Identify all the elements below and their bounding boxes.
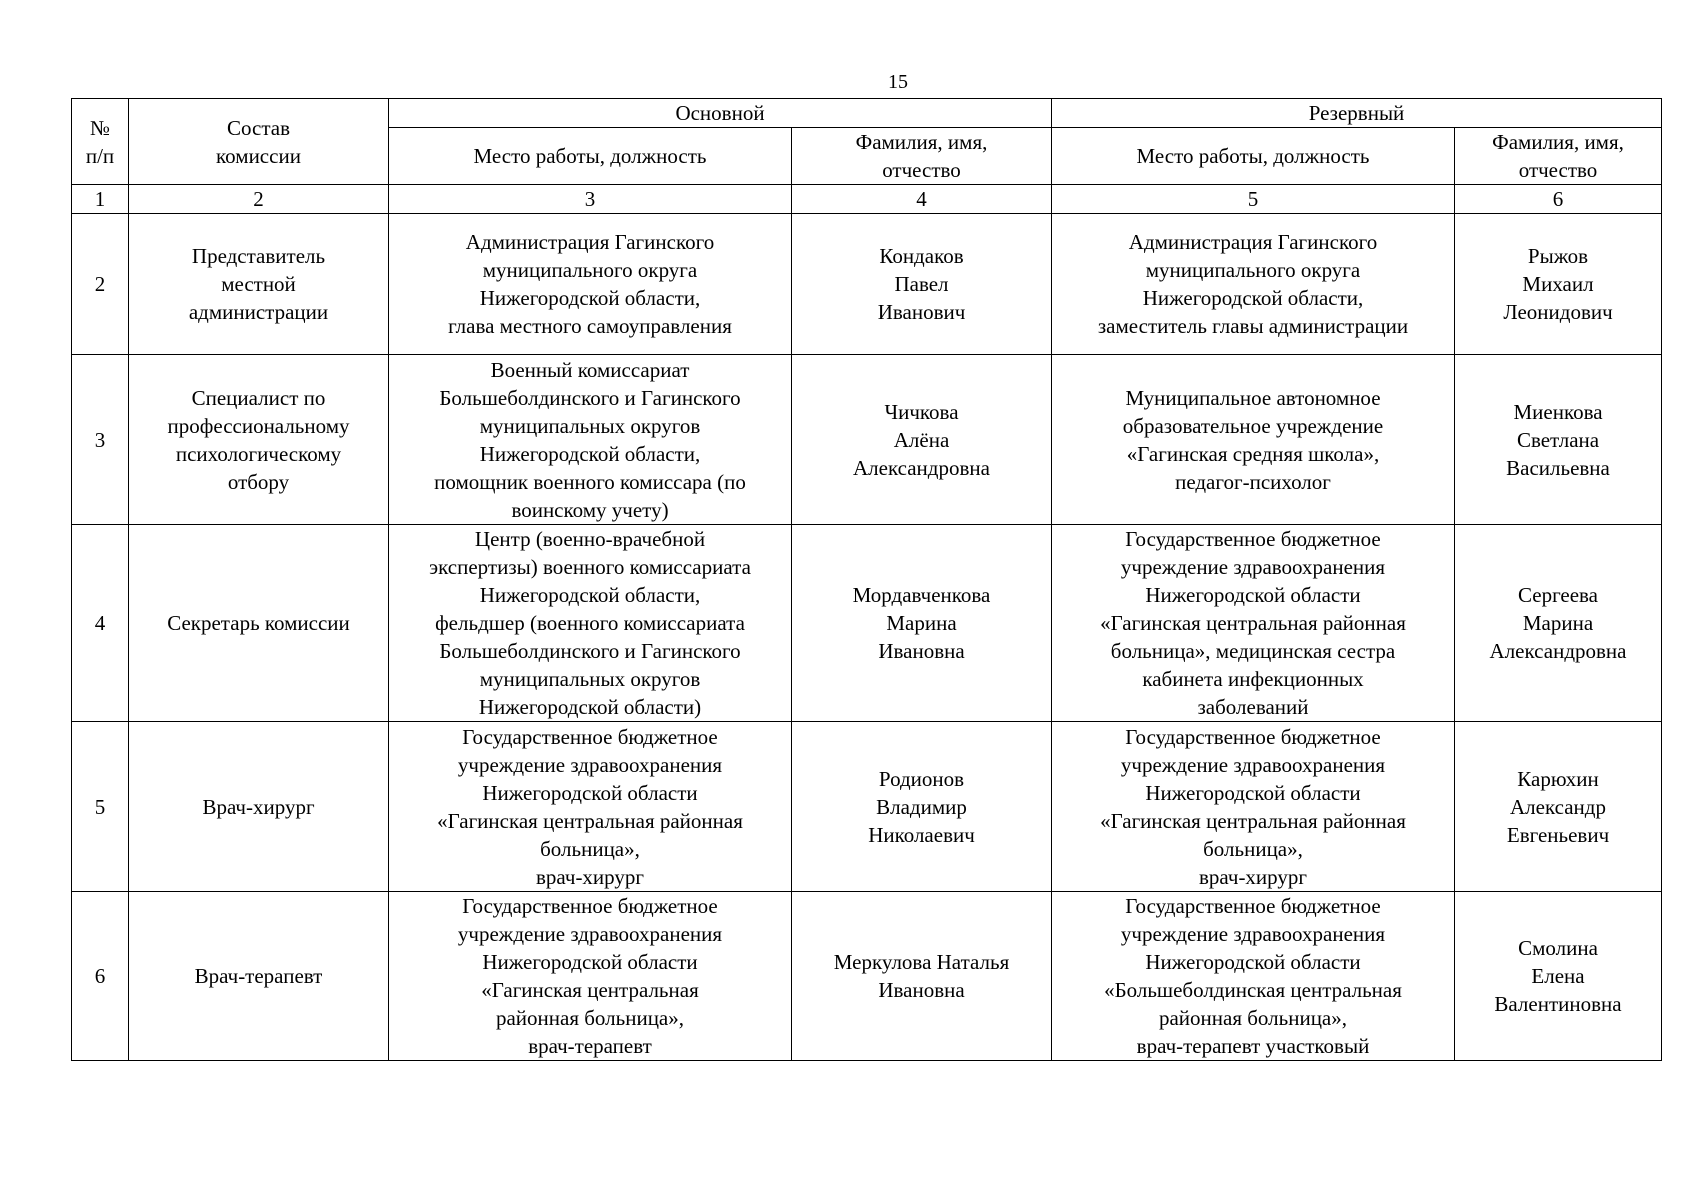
row-role: Секретарь комиссии: [129, 525, 389, 722]
header-main-workplace: Место работы, должность: [389, 128, 792, 185]
header-composition: Состав комиссии: [129, 99, 389, 185]
row-role: Врач-хирург: [129, 722, 389, 892]
table-row: [72, 214, 1662, 355]
row-main-workplace: Государственное бюджетное учреждение здравоохранения Нижегородской области «Гагинская центральная районная больница», врач-терапевт: [389, 892, 792, 1061]
row-reserve-workplace: Администрация Гагинского муниципального округа Нижегородской области, заместитель главы администрации: [1052, 214, 1455, 355]
column-number: 6: [1455, 185, 1662, 214]
header-main: Основной: [389, 99, 1052, 128]
row-main-name: Мордавченкова Марина Ивановна: [792, 525, 1052, 722]
table-row: [72, 722, 1662, 892]
row-reserve-name: Рыжов Михаил Леонидович: [1455, 214, 1662, 355]
row-number: 5: [72, 722, 129, 892]
table-row: [72, 892, 1662, 1061]
column-number: 5: [1052, 185, 1455, 214]
row-reserve-workplace: Государственное бюджетное учреждение здравоохранения Нижегородской области «Большеболдинская центральная районная больница», врач-терапевт участковый: [1052, 892, 1455, 1061]
row-number: 4: [72, 525, 129, 722]
column-number: 1: [72, 185, 129, 214]
row-role: Специалист по профессиональному психологическому отбору: [129, 355, 389, 525]
row-role: Врач-терапевт: [129, 892, 389, 1061]
header-row-top: [72, 99, 1662, 128]
row-reserve-workplace: Муниципальное автономное образовательное учреждение «Гагинская средняя школа», педагог-психолог: [1052, 355, 1455, 525]
row-reserve-workplace: Государственное бюджетное учреждение здравоохранения Нижегородской области «Гагинская центральная районная больница», врач-хирург: [1052, 722, 1455, 892]
row-role: Представитель местной администрации: [129, 214, 389, 355]
table-row: [72, 355, 1662, 525]
row-main-workplace: Государственное бюджетное учреждение здравоохранения Нижегородской области «Гагинская центральная районная больница», врач-хирург: [389, 722, 792, 892]
row-main-workplace: Центр (военно-врачебной экспертизы) военного комиссариата Нижегородской области, фельдшер (военного комиссариата Большеболдинского и Гагинского муниципальных округов Нижегородской области): [389, 525, 792, 722]
row-main-name: Чичкова Алёна Александровна: [792, 355, 1052, 525]
page-number: 15: [888, 71, 908, 93]
row-main-name: Меркулова Наталья Ивановна: [792, 892, 1052, 1061]
header-main-fullname: Фамилия, имя, отчество: [792, 128, 1052, 185]
row-number: 3: [72, 355, 129, 525]
row-reserve-workplace: Государственное бюджетное учреждение здравоохранения Нижегородской области «Гагинская центральная районная больница», медицинская сестра кабинета инфекционных заболеваний: [1052, 525, 1455, 722]
row-main-name: Кондаков Павел Иванович: [792, 214, 1052, 355]
row-number: 6: [72, 892, 129, 1061]
column-number: 2: [129, 185, 389, 214]
row-main-name: Родионов Владимир Николаевич: [792, 722, 1052, 892]
table-row: [72, 525, 1662, 722]
row-reserve-name: Смолина Елена Валентиновна: [1455, 892, 1662, 1061]
header-reserve-workplace: Место работы, должность: [1052, 128, 1455, 185]
column-number: 4: [792, 185, 1052, 214]
row-reserve-name: Карюхин Александр Евгеньевич: [1455, 722, 1662, 892]
column-number-row: [72, 185, 1662, 214]
header-reserve-fullname: Фамилия, имя, отчество: [1455, 128, 1662, 185]
column-number: 3: [389, 185, 792, 214]
row-main-workplace: Военный комиссариат Большеболдинского и Гагинского муниципальных округов Нижегородской области, помощник военного комиссара (по воинскому учету): [389, 355, 792, 525]
row-number: 2: [72, 214, 129, 355]
header-number: № п/п: [72, 99, 129, 185]
header-reserve: Резервный: [1052, 99, 1662, 128]
commission-table: [71, 98, 1662, 1061]
row-reserve-name: Сергеева Марина Александровна: [1455, 525, 1662, 722]
row-main-workplace: Администрация Гагинского муниципального округа Нижегородской области, глава местного самоуправления: [389, 214, 792, 355]
row-reserve-name: Миенкова Светлана Васильевна: [1455, 355, 1662, 525]
